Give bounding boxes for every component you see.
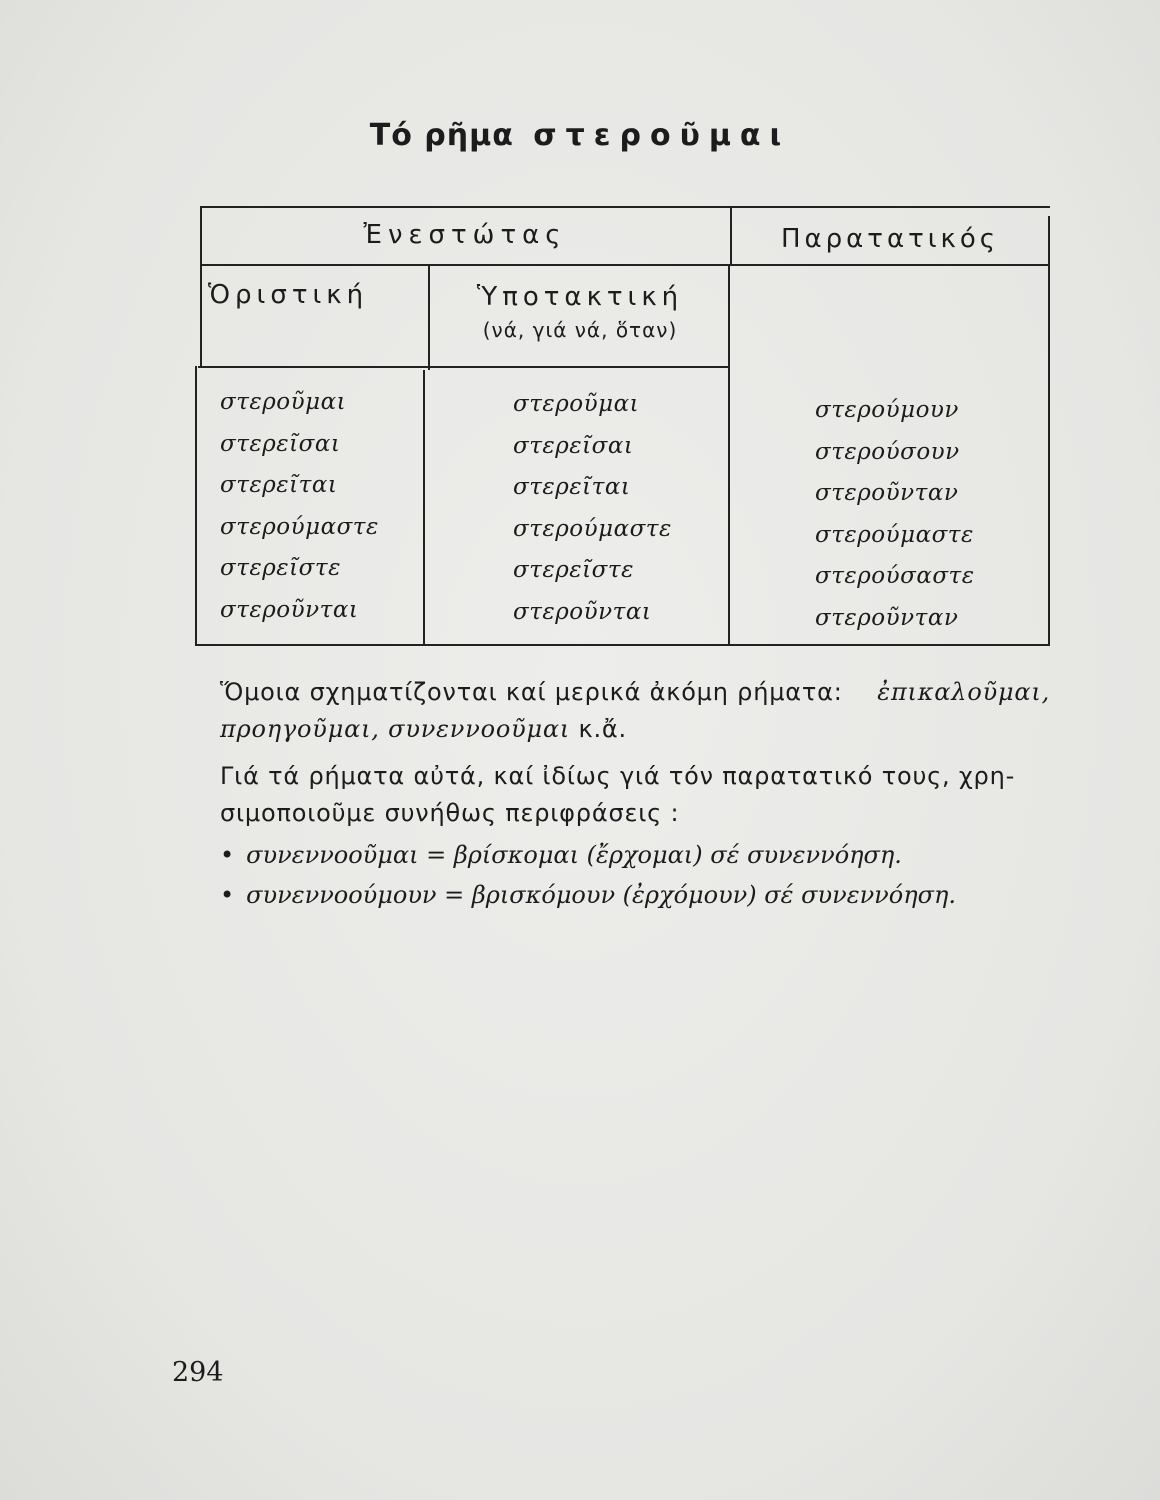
imperfect-form: στερούσαστε bbox=[815, 563, 975, 589]
similar-verbs-note bbox=[220, 674, 1050, 748]
imperfect-form: στερούμαστε bbox=[815, 521, 974, 548]
table-border-top bbox=[200, 206, 1050, 208]
bullet-icon: • bbox=[220, 881, 235, 909]
indicative-forms bbox=[220, 382, 379, 631]
subjunctive-form: στερεῖται bbox=[513, 474, 631, 500]
indicative-form: στερεῖται bbox=[220, 472, 338, 498]
example-item: • συνεννοοῦμαι = βρίσκομαι (ἔρχομαι) σέ συνεννόηση. bbox=[220, 841, 902, 869]
indicative-form: στερεῖστε bbox=[220, 555, 341, 581]
subjunctive-header: Ὑποτακτική bbox=[476, 282, 684, 312]
indicative-form: στερεῖσαι bbox=[220, 430, 341, 457]
mood-divider-upper bbox=[428, 264, 430, 370]
bullet-icon: • bbox=[220, 841, 235, 869]
subjunctive-form: στερεῖστε bbox=[513, 557, 634, 583]
imperfect-tense-header: Παρατατικός bbox=[780, 224, 1000, 254]
present-tense-header: Ἐνεστώτας bbox=[363, 220, 567, 250]
similar-verb-examples: προηγοῦμαι, συνεννοοῦμαι bbox=[220, 715, 571, 743]
conjugation-table bbox=[195, 206, 1050, 646]
indicative-form: στερούμαστε bbox=[220, 513, 379, 540]
header-row-divider bbox=[200, 264, 1050, 266]
imperfect-forms bbox=[815, 390, 975, 639]
subjunctive-forms bbox=[513, 384, 672, 633]
subjunctive-form: στεροῦνται bbox=[513, 598, 652, 625]
title-verb: στεροῦμαι bbox=[533, 118, 791, 153]
etc-abbreviation: κ.ἄ. bbox=[578, 715, 627, 743]
indicative-form: στεροῦνται bbox=[220, 596, 359, 623]
periphrasis-note bbox=[220, 758, 1050, 832]
imperfect-form: στεροῦνταν bbox=[815, 604, 959, 631]
indicative-form: στεροῦμαι bbox=[220, 389, 347, 415]
table-border-left-lower bbox=[195, 366, 197, 646]
subjunctive-note: (νά, γιά νά, ὅταν) bbox=[482, 318, 678, 342]
subjunctive-form: στερεῖσαι bbox=[513, 432, 634, 459]
indicative-header: Ὁριστική bbox=[208, 280, 369, 310]
table-border-bottom bbox=[195, 644, 1048, 646]
subjunctive-form: στεροῦμαι bbox=[513, 391, 640, 417]
similar-verbs-text: Ὅμοια σχηματίζονται καί μερικά ἀκόμη ρήματα: bbox=[220, 678, 843, 706]
title-prefix: Τό ρῆμα bbox=[369, 118, 514, 153]
imperfect-form: στερούμουν bbox=[815, 397, 959, 423]
example-item: • συνεννοούμουν = βρισκόμουν (ἐρχόμουν) σέ συνεννόηση. bbox=[220, 881, 956, 909]
imperfect-form: στερούσουν bbox=[815, 438, 960, 465]
periphrasis-line: σιμοποιοῦμε συνήθως περιφράσεις : bbox=[220, 799, 680, 827]
table-border-right bbox=[1048, 216, 1050, 646]
page-number: 294 bbox=[172, 1357, 224, 1388]
subheader-row-divider bbox=[198, 366, 730, 368]
imperfect-form: στεροῦνταν bbox=[815, 480, 959, 506]
mood-divider-lower bbox=[423, 370, 425, 646]
page-title bbox=[0, 118, 1160, 153]
periphrasis-line: Γιά τά ρήματα αὐτά, καί ἰδίως γιά τόν παρατατικό τους, χρη- bbox=[220, 762, 1016, 790]
similar-verb-example: ἐπικαλοῦμαι, bbox=[877, 678, 1050, 706]
subjunctive-form: στερούμαστε bbox=[513, 515, 672, 542]
